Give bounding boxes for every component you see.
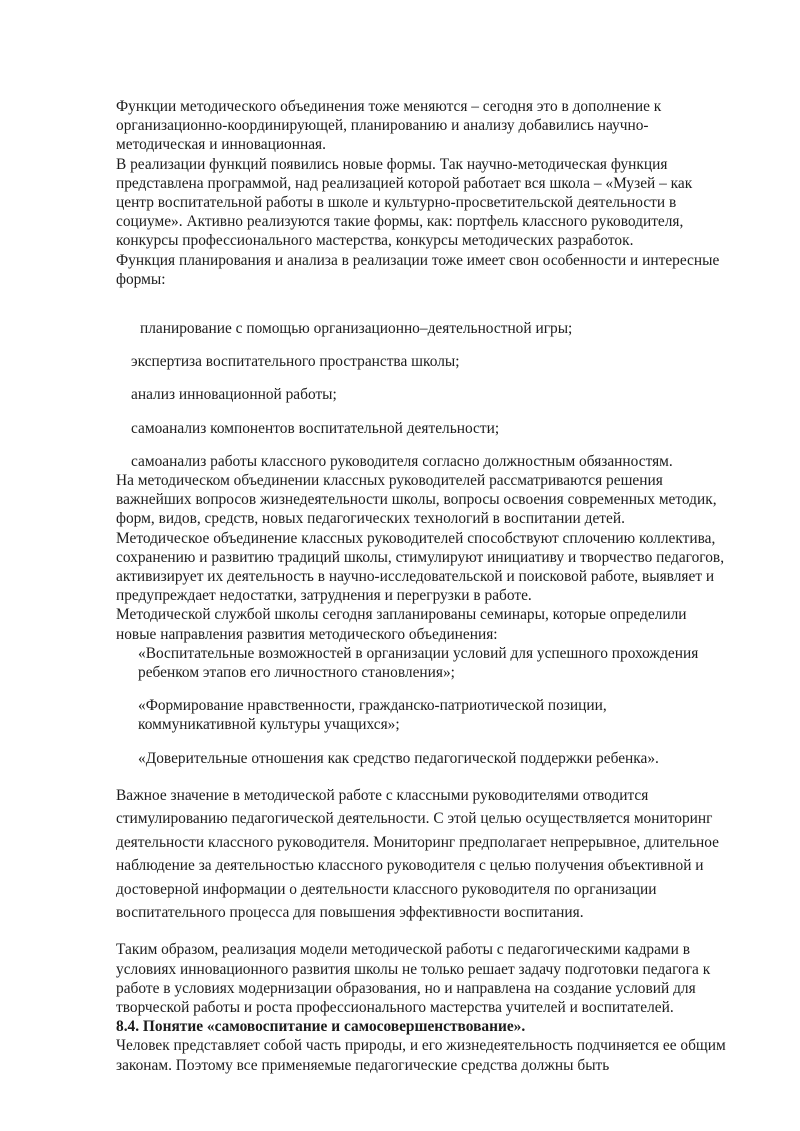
seminar-item: «Воспитательные возможностей в организации условий для успешного прохождения ребенком этапов его личностного становления»; [138, 644, 699, 682]
middle-block [116, 471, 726, 644]
paragraph-mo-decisions: На методическом объединении классных руководителей рассматриваются решения важнейших вопросов жизнедеятельности школы, вопросы освоения современных методик, форм, видов, средств, новых педагогических технологий в воспитании детей. [116, 472, 717, 528]
paragraph-functions: Функции методического объединения тоже меняются – сегодня это в дополнение к организационно-координирующей, планированию и анализу добавились научно-методическая и инновационная. [116, 98, 662, 154]
paragraph-mo-cohesion: Методическое объединение классных руководителей способствуют сплочению коллектива, сохранению и развитию традиций школы, стимулируют инициативу и творчество педагогов, активизирует их деятельность в научно-исследовательской и поисковой работе, выявляет и предупреждает недостатки, затруднения и перегрузки в работе. [116, 529, 725, 605]
seminar-item: «Формирование нравственности, гражданско-патриотической позиции, коммуникативной культуры учащихся»; [138, 697, 607, 734]
seminars-list [116, 644, 726, 768]
document-page [116, 97, 726, 1075]
paragraph-planning-function: Функция планирования и анализа в реализации тоже имеет свон особенности и интересные формы: [116, 251, 720, 288]
paragraph-monitoring: Важное значение в методической работе с классными руководителями отводится стимулированию педагогической деятельности. С этой целью осуществляется мониторинг деятельности классного руководителя. Мониторинг предполагает непрерывное, длительное наблюдение за деятельностью классного руководителя с целью получения объективной и достоверной информации о деятельности классного руководителя по организации воспитательного процесса для повышения эффективности воспитания. [116, 786, 720, 921]
list-item: планирование с помощью организационно–деятельностной игры; [140, 320, 573, 338]
paragraph-seminars-intro: Методической службой школы сегодня запланированы семинары, которые определили новые направления развития методического объединения: [116, 606, 687, 643]
forms-list [116, 319, 726, 471]
list-item: экспертиза воспитательного пространства школы; [131, 353, 460, 371]
paragraph-section-intro: Человек представляет собой часть природы, и его жизнедеятельность подчиняется ее общим законам. Поэтому все применяемые педагогические средства должны быть [116, 1037, 726, 1074]
paragraph-new-forms: В реализации функций появились новые формы. Так научно-методическая функция представлена программой, над реализацией которой работает вся школа – «Музей – как центр воспитательной работы в школе и культурно-просветительской деятельности в социуме». Активно реализуются такие формы, как: портфель классного руководителя, конкурсы профессионального мастерства, конкурсы методических разработок. [116, 155, 693, 250]
list-item: самоанализ компонентов воспитательной деятельности; [131, 419, 500, 437]
paragraph-conclusion: Таким образом, реализация модели методической работы с педагогическими кадрами в условиях инновационного развития школы не только решает задачу подготовки педагога к работе в условиях модернизации образования, но и направлена на создание условий для творческой работы и роста профессионального мастерства учителей и воспитателей. [116, 941, 711, 1016]
section-heading: 8.4. Понятие «самовоспитание и самосовершенствование». [116, 1018, 526, 1036]
list-item: анализ инновационной работы; [131, 386, 337, 404]
list-item: самоанализ работы классного руководителя согласно должностным обязанностям. [131, 452, 673, 470]
seminar-item: «Доверительные отношения как средство педагогической поддержки ребенка». [138, 749, 659, 767]
